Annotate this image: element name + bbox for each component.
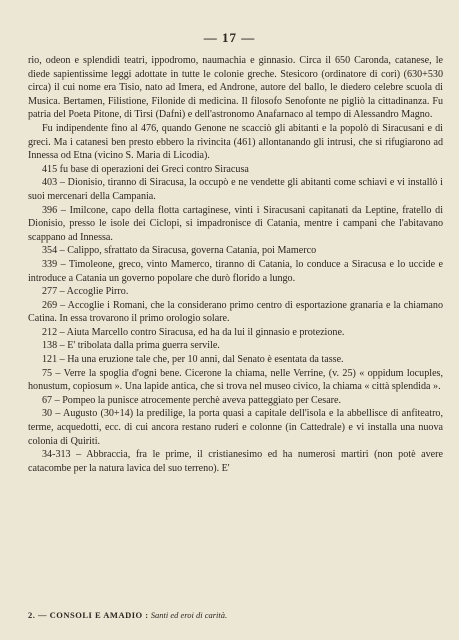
paragraph: Fu indipendente fino al 476, quando Genone ne scacciò gli abitanti e la popolò di Siracusani e di greci. Ma i catanesi ben presto ebbero la rivincita (461) allontanando gli intrusi, che si rifugiarono ad Innessa od Etna (vicino S. Maria di Licodia).	[28, 122, 443, 162]
page-number: — 17 —	[203, 30, 256, 45]
paragraph: 403 – Dionisio, tiranno di Siracusa, la occupò e ne vendette gli abitanti come schiavi e vi installò i suoi mercenari della Campania.	[28, 177, 443, 202]
paragraph: 354 – Calippo, sfrattato da Siracusa, governa Catania, poi Mamerco	[42, 245, 317, 257]
paragraph: 396 – Imilcone, capo della flotta cartaginese, vinti i Siracusani capitanati da Leptine, fratello di Dionisio, presso le isole dei Ciclopi, si impadronisce di Catania, mentre i campani che l'abitavano scappano ad Innessa.	[28, 204, 443, 243]
paragraph: 30 – Augusto (30+14) la predilige, la porta quasi a capitale dell'isola e la abbellisce di anfiteatro, terme, acquedotti, ecc. di cui ancora restano ruderi e colonne (in Cattedrale) e vi installa una nuova colonia di Quiriti.	[28, 408, 443, 447]
footer-lead: 2. — CONSOLI E AMADIO :	[28, 610, 149, 620]
footer-title: Santi ed eroi di carità.	[150, 610, 228, 620]
paragraph: 75 – Verre la spoglia d'ogni bene. Cicerone la chiama, nelle Verrine, (v. 25) « oppidum locuples, honustum, copiosum ». Una lapide antica, che si trova nel museo civico, la chiama « città splendida ».	[28, 367, 443, 393]
body-text	[28, 54, 443, 475]
paragraph: 212 – Aiuta Marcello contro Siracusa, ed ha da lui il ginnasio e protezione.	[42, 326, 345, 338]
paragraph: 277 – Accoglie Pirro.	[42, 286, 129, 298]
paragraph: rio, odeon e splendidi teatri, ippodromo, naumachia e ginnasio. Circa il 650 Caronda, catanese, le diede sapientissime leggi adottate in tutte le colonie greche. Stesicoro (ordinatore di cori) (630+530 circa) il cui nome era Tisio, nato ad Imera, ed Androne, autore del ballo, le diedero celebre scuola di Musica. Bertamen, Filistione, Filonide di medicina. Il filosofo Senofonte ne pigliò la cittadinanza. Fu patria del Poeta Pitone, di Tirsi (Dafni) e dell'astronomo Anafarnaco al tempo di Alessandro Magno.	[28, 55, 443, 121]
paragraph: 415 fu base di operazioni dei Greci contro Siracusa	[42, 163, 249, 175]
paragraph: 269 – Accoglie i Romani, che la considerano primo centro di esportazione granaria e la chiamano Catina. In essa trovarono il primo orologio solare.	[28, 299, 443, 325]
footer	[28, 610, 443, 620]
paragraph: 34-313 – Abbraccia, fra le prime, il cristianesimo ed ha numerosi martiri (non potè avere catacombe per la natura lavica del suo terreno). E'	[28, 449, 443, 474]
paragraph: 339 – Timoleone, greco, vinto Mamerco, tiranno di Catania, lo conduce a Siracusa e lo uccide e introduce a Catania un governo popolare che durò florido a lungo.	[28, 258, 443, 284]
paragraph: 121 – Ha una eruzione tale che, per 10 anni, dal Senato è esentata da tasse.	[42, 354, 344, 366]
paragraph: 138 – E' tribolata dalla prima guerra servile.	[42, 340, 220, 352]
paragraph: 67 – Pompeo la punisce atrocemente perchè aveva patteggiato per Cesare.	[42, 394, 342, 406]
